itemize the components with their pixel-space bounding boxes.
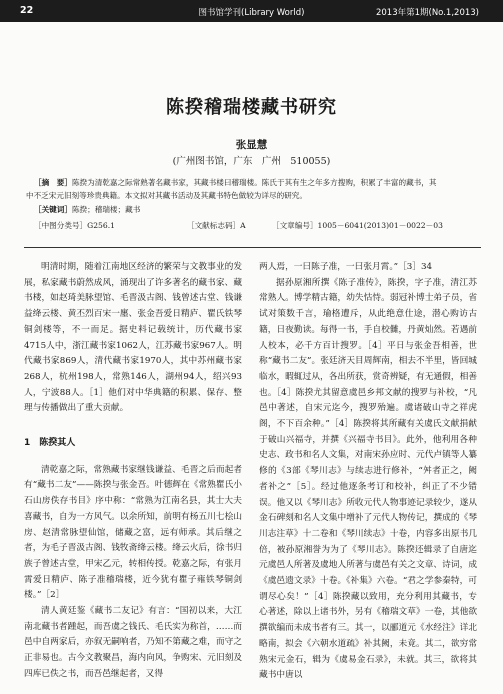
divider-rule bbox=[24, 247, 481, 248]
keywords-label: ［关键词］ bbox=[34, 205, 72, 214]
author-name: 张显慧 bbox=[235, 139, 268, 151]
keywords bbox=[34, 204, 140, 215]
page-number: 22 bbox=[20, 5, 34, 16]
page-header bbox=[0, 0, 503, 22]
paragraph: 两人焉，一曰陈子准，一曰张月霄。”［3］34 bbox=[259, 262, 433, 272]
paragraph: 据孙原湘所撰《陈子准传》，陈揆，字子准，清江苏常熟人。博学精古籍，幼失怙恃。弱冠补博士弟子员，省试对策数千言，瑜格遭斥，从此绝意仕途，潜心购访古籍，日夜勤读。每得一书，手自校雠，丹黄灿然。若遇前人校本，必千方百计搜罗。［4］平日与张金吾相善，世称“藏书二友”。张廷济天目周辉南，相去不半里，皆回城临水，暇辄过从，各出所获，赏奇辨疑，有无通假，相善也。［4］陈揆尤其留意虞邑乡邦文献的搜罗与补校，“凡邑中著述，自宋元迄今，搜罗殆遍。虞诸破山寺之祥虎阁，不下百余种。”［4］陈揆将其所藏有关虞氏文献捐献于破山兴福寺，并撰《兴福寺书目》。此外，他利用各种史志、政书和名人文集，对南宋孙应时、元代卢镇等人纂修的《3部《琴川志》与续志进行修补，“舛者正之，阙者补之”［5］。经过他逐条考订和校补，纠正了不少错误。他又以《琴川志》所收元代人物事迹记录较少，遂从金石碑刻和名人文集中增补了元代人物传记，撰成的《琴川志注草》十二卷和《琴川续志》十卷，内容多出原书几倍，被孙原湘誉为为了《琴川志》。陈揆还辑录了自唐迄元虞邑人所著及虞地人所著与虞邑有关之文章、诗词，成《虞邑遗文录》十卷。《补集》六卷。“君之学参秦特，可谓尽心矣！”［4］陈揆藏以致用，充分利用其藏书，专心著述，除以上诸书外，另有《稽瑞文草》一卷，其他欲撰欲编而未成书者有三。其一，以郦道元《水经注》详北略南，拟会《六朝水道疏》补其阙，未竟。其二，欲穷常熟宋元金石，辑为《虞易金石录》，未就。其三，欲将其藏书中唐以 bbox=[259, 277, 477, 681]
abstract-line-1 bbox=[26, 177, 481, 190]
journal-name: 图书馆学刊(Library World) bbox=[198, 8, 305, 18]
paragraph: 清人黄廷鉴《藏书二友记》有言：“国初以来，大江南北藏书者踵起，而吾虞之钱氏、毛氏实为称首，……而邑中自两家后，亦叙无嗣响者，乃知不第藏之难，而守之正非易也。古今文教聚昌，海内向风，争购宋、元旧刻及四库已佚之书，而吾邑继起者，又得 bbox=[24, 606, 242, 679]
abstract-text-2: 中不乏宋元旧刻等珍贵典籍。本文拟对其藏书活动及其藏书特色做较为详尽的研究。 bbox=[26, 190, 307, 200]
abstract-label: ［摘 要］ bbox=[34, 178, 72, 187]
paragraph: 清乾嘉之际，常熟藏书家继钱谦益、毛晋之后而起者有“藏书二友”——陈揆与张金吾。叶德辉在《常熟瞿氏小石山房佚存书目》序中称：“常熟为江南名县，其士大夫喜藏书，自为一方风气。以余所知，前明有杨五川七桧山房、赵清常脉望仙馆，储藏之富，远有师承。其后继之者，为毛子晋汲古阁、钱牧斋绛云楼。绛云火后，徐书归族子曾述古堂，甲宋乙元，转相传授。乾嘉之际，有张月霄爱日精庐、陈子准稽瑞楼，近今犹有瞿子雍铁琴铜剑楼。”［2］ bbox=[24, 464, 242, 601]
left-column bbox=[24, 260, 242, 683]
article-title: 陈揆稽瑞楼藏书研究 bbox=[166, 97, 337, 118]
issue-info: 2013年第1期(No.1,2013) bbox=[375, 8, 479, 18]
article-number: ［文章编号］1005－6041(2013)01－0022－03 bbox=[272, 221, 443, 230]
clc-number: ［中图分类号］G256.1 bbox=[34, 221, 115, 230]
keywords-text: 陈揆；稽瑞楼；藏书 bbox=[71, 205, 141, 214]
abstract-text-1: 陈揆为清乾嘉之际常熟著名藏书家，其藏书楼曰稽瑞楼。陈氏于其有生之年多方搜购，积累了丰富的藏书，其 bbox=[71, 178, 437, 187]
section-heading: 1 陈揆其人 bbox=[24, 438, 76, 449]
author-affiliation: (广州图书馆，广东 广州 510055) bbox=[172, 156, 331, 167]
right-column bbox=[259, 260, 477, 684]
abstract bbox=[26, 177, 481, 202]
document-code: ［文献标志码］A bbox=[187, 221, 246, 230]
paragraph: 明清时期，随着江南地区经济的繁荣与文教事业的发展，私家藏书蔚然成风，涌现出了许多著名的藏书家、藏书楼，如赵琦美脉望馆、毛晋汲古阁、钱曾述古堂、钱谦益绛云楼、黄丕烈百宋一廛、张金吾爱日精庐、瞿氏铁琴铜剑楼等，不一而足。据史料记载统计，历代藏书家4715人中，浙江藏书家1062人，江苏藏书家967人。明代藏书家869人，清代藏书家1970人，其中苏州藏书家268人，杭州198人，常熟146人，湖州94人，绍兴93人，宁波88人。［1］他们对中华典籍的积累、保存、整理与传播做出了重大贡献。 bbox=[24, 262, 242, 414]
